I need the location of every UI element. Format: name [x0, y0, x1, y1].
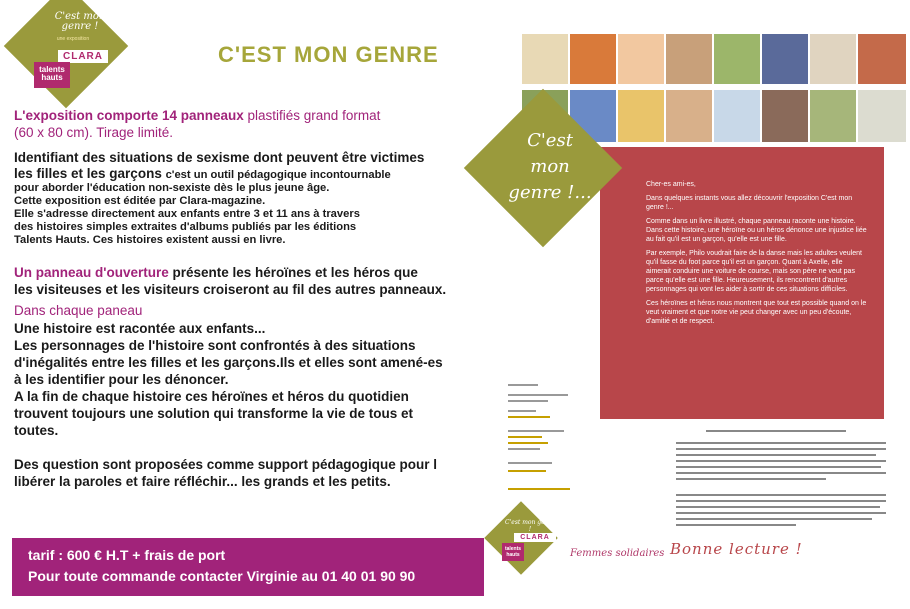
- lead-rest: plastifiés grand format: [247, 108, 381, 123]
- intro-line: des histoires simples extraites d'albums publiés par les éditions: [14, 221, 357, 233]
- questions-line: libérer la paroles et faire réfléchir... les grands et les petits.: [14, 474, 391, 489]
- panel-line: Les personnages de l'histoire sont confrontés à des situations: [14, 338, 416, 353]
- poster-script-line: genre !...: [508, 182, 592, 203]
- each-panel-body: [14, 320, 494, 439]
- thumbnail: [858, 90, 906, 142]
- questions-line: Des question sont proposées comme support pédagogique pour l: [14, 457, 438, 472]
- poster-script-line: C'est: [527, 130, 573, 151]
- opening-line2: les visiteuses et les visiteurs croiseront au fil des autres panneaux.: [14, 282, 447, 297]
- letter-paragraph: Ces héroïnes et héros nous montrent que tout est possible quand on le veut vraiment et que notre vie peut changer avec un peu d'écoute, d'amitié et de respect.: [646, 300, 867, 325]
- footer-logo-script: C'est mon genre !: [505, 519, 555, 533]
- talents-hauts-logo: talents hauts: [34, 62, 70, 88]
- price-banner: [12, 538, 484, 596]
- femmes-solidaires-logo: Femmes solidaires: [570, 548, 665, 559]
- thumbnail: [810, 34, 856, 84]
- footer-clara-logo: CLARA: [514, 533, 556, 542]
- intro-text-block: [676, 430, 886, 540]
- price-tarif: tarif : 600 € H.T + frais de port: [28, 547, 226, 563]
- panel-line: Une histoire est racontée aux enfants...: [14, 321, 266, 336]
- questions-paragraph: [14, 456, 494, 490]
- panel-line: d'inégalités entre les filles et les garçons.Ils et elles sont amené-es: [14, 355, 443, 370]
- intro-line: Elle s'adresse directement aux enfants entre 3 et 11 ans à travers: [14, 208, 360, 220]
- thumbnail: [714, 90, 760, 142]
- each-panel-heading: Dans chaque paneau: [14, 303, 143, 318]
- poster-script-title: [475, 128, 625, 206]
- intro-line: Identifiant des situations de sexisme dont peuvent être victimes: [14, 150, 425, 165]
- thumbnail: [762, 34, 808, 84]
- signoff: Bonne lecture !: [670, 540, 803, 558]
- thumbnail: [858, 34, 906, 84]
- lead-line2: (60 x 80 cm). Tirage limité.: [14, 125, 174, 140]
- opening-highlight: Un panneau d'ouverture: [14, 265, 169, 280]
- intro-line-part: les filles et les garçons: [14, 166, 166, 181]
- thumbnail: [618, 34, 664, 84]
- price-contact: Pour toute commande contacter Virginie au 01 40 01 90 90: [28, 568, 416, 584]
- letter-paragraph: Comme dans un livre illustré, chaque panneau raconte une histoire. Dans cette histoire, une héroïne ou un héros dénonce une injustice liée au fait qu'il est un garçon, qu'elle est une fille.: [646, 218, 867, 243]
- thumbnail: [570, 34, 616, 84]
- thumbnail: [810, 90, 856, 142]
- credits-block: [508, 384, 580, 494]
- logo-tagline: une exposition: [56, 36, 90, 42]
- thumbnail: [762, 90, 808, 142]
- intro-line: pour aborder l'éducation non-sexiste dès le plus jeune âge.: [14, 182, 330, 194]
- lead-bold: L'exposition comporte 14 panneaux: [14, 108, 248, 123]
- panel-line: toutes.: [14, 423, 59, 438]
- panel-line: A la fin de chaque histoire ces héroïnes et héros du quotidien: [14, 389, 409, 404]
- logo-script: C'est mon genre !: [54, 11, 106, 32]
- clara-logo: CLARA: [58, 50, 108, 63]
- thumbnail: [714, 34, 760, 84]
- lead-paragraph: [14, 107, 474, 141]
- intro-line: Cette exposition est éditée par Clara-magazine.: [14, 195, 266, 207]
- thumbnail: [666, 34, 712, 84]
- opening-rest: présente les héroïnes et les héros que: [168, 265, 418, 280]
- thumbnail: [522, 34, 568, 84]
- welcome-letter: [646, 180, 868, 331]
- panel-line: trouvent toujours une solution qui transforme la vie de tous et: [14, 406, 414, 421]
- letter-paragraph: Cher-es ami-es,: [646, 181, 696, 188]
- opening-paragraph: [14, 264, 494, 298]
- intro-paragraph: [14, 150, 484, 247]
- thumbnail: [666, 90, 712, 142]
- panel-line: à les identifier pour les dénoncer.: [14, 372, 229, 387]
- intro-line: [14, 166, 484, 182]
- letter-paragraph: Dans quelques instants vous allez découvrir l'exposition C'est mon genre !...: [646, 195, 853, 211]
- footer-talents-logo: talents hauts: [502, 543, 524, 561]
- intro-line: Talents Hauts. Ces histoires existent aussi en livre.: [14, 234, 286, 246]
- page-title: C'EST MON GENRE: [218, 42, 439, 67]
- intro-line-part: c'est un outil pédagogique incontournable: [165, 169, 391, 181]
- poster-script-line: mon: [530, 156, 570, 177]
- letter-paragraph: Par exemple, Philo voudrait faire de la danse mais les adultes veulent qu'il fasse du foot parce qu'il est un garçon. Quant à Axelle, elle aimerait conduire une voiture de course, mais son père ne veut pas parce qu'elle est une fille. Heureusement, ils rencontrent d'autres personnages qui vont les aider à sortir de ces situations difficiles.: [646, 250, 862, 293]
